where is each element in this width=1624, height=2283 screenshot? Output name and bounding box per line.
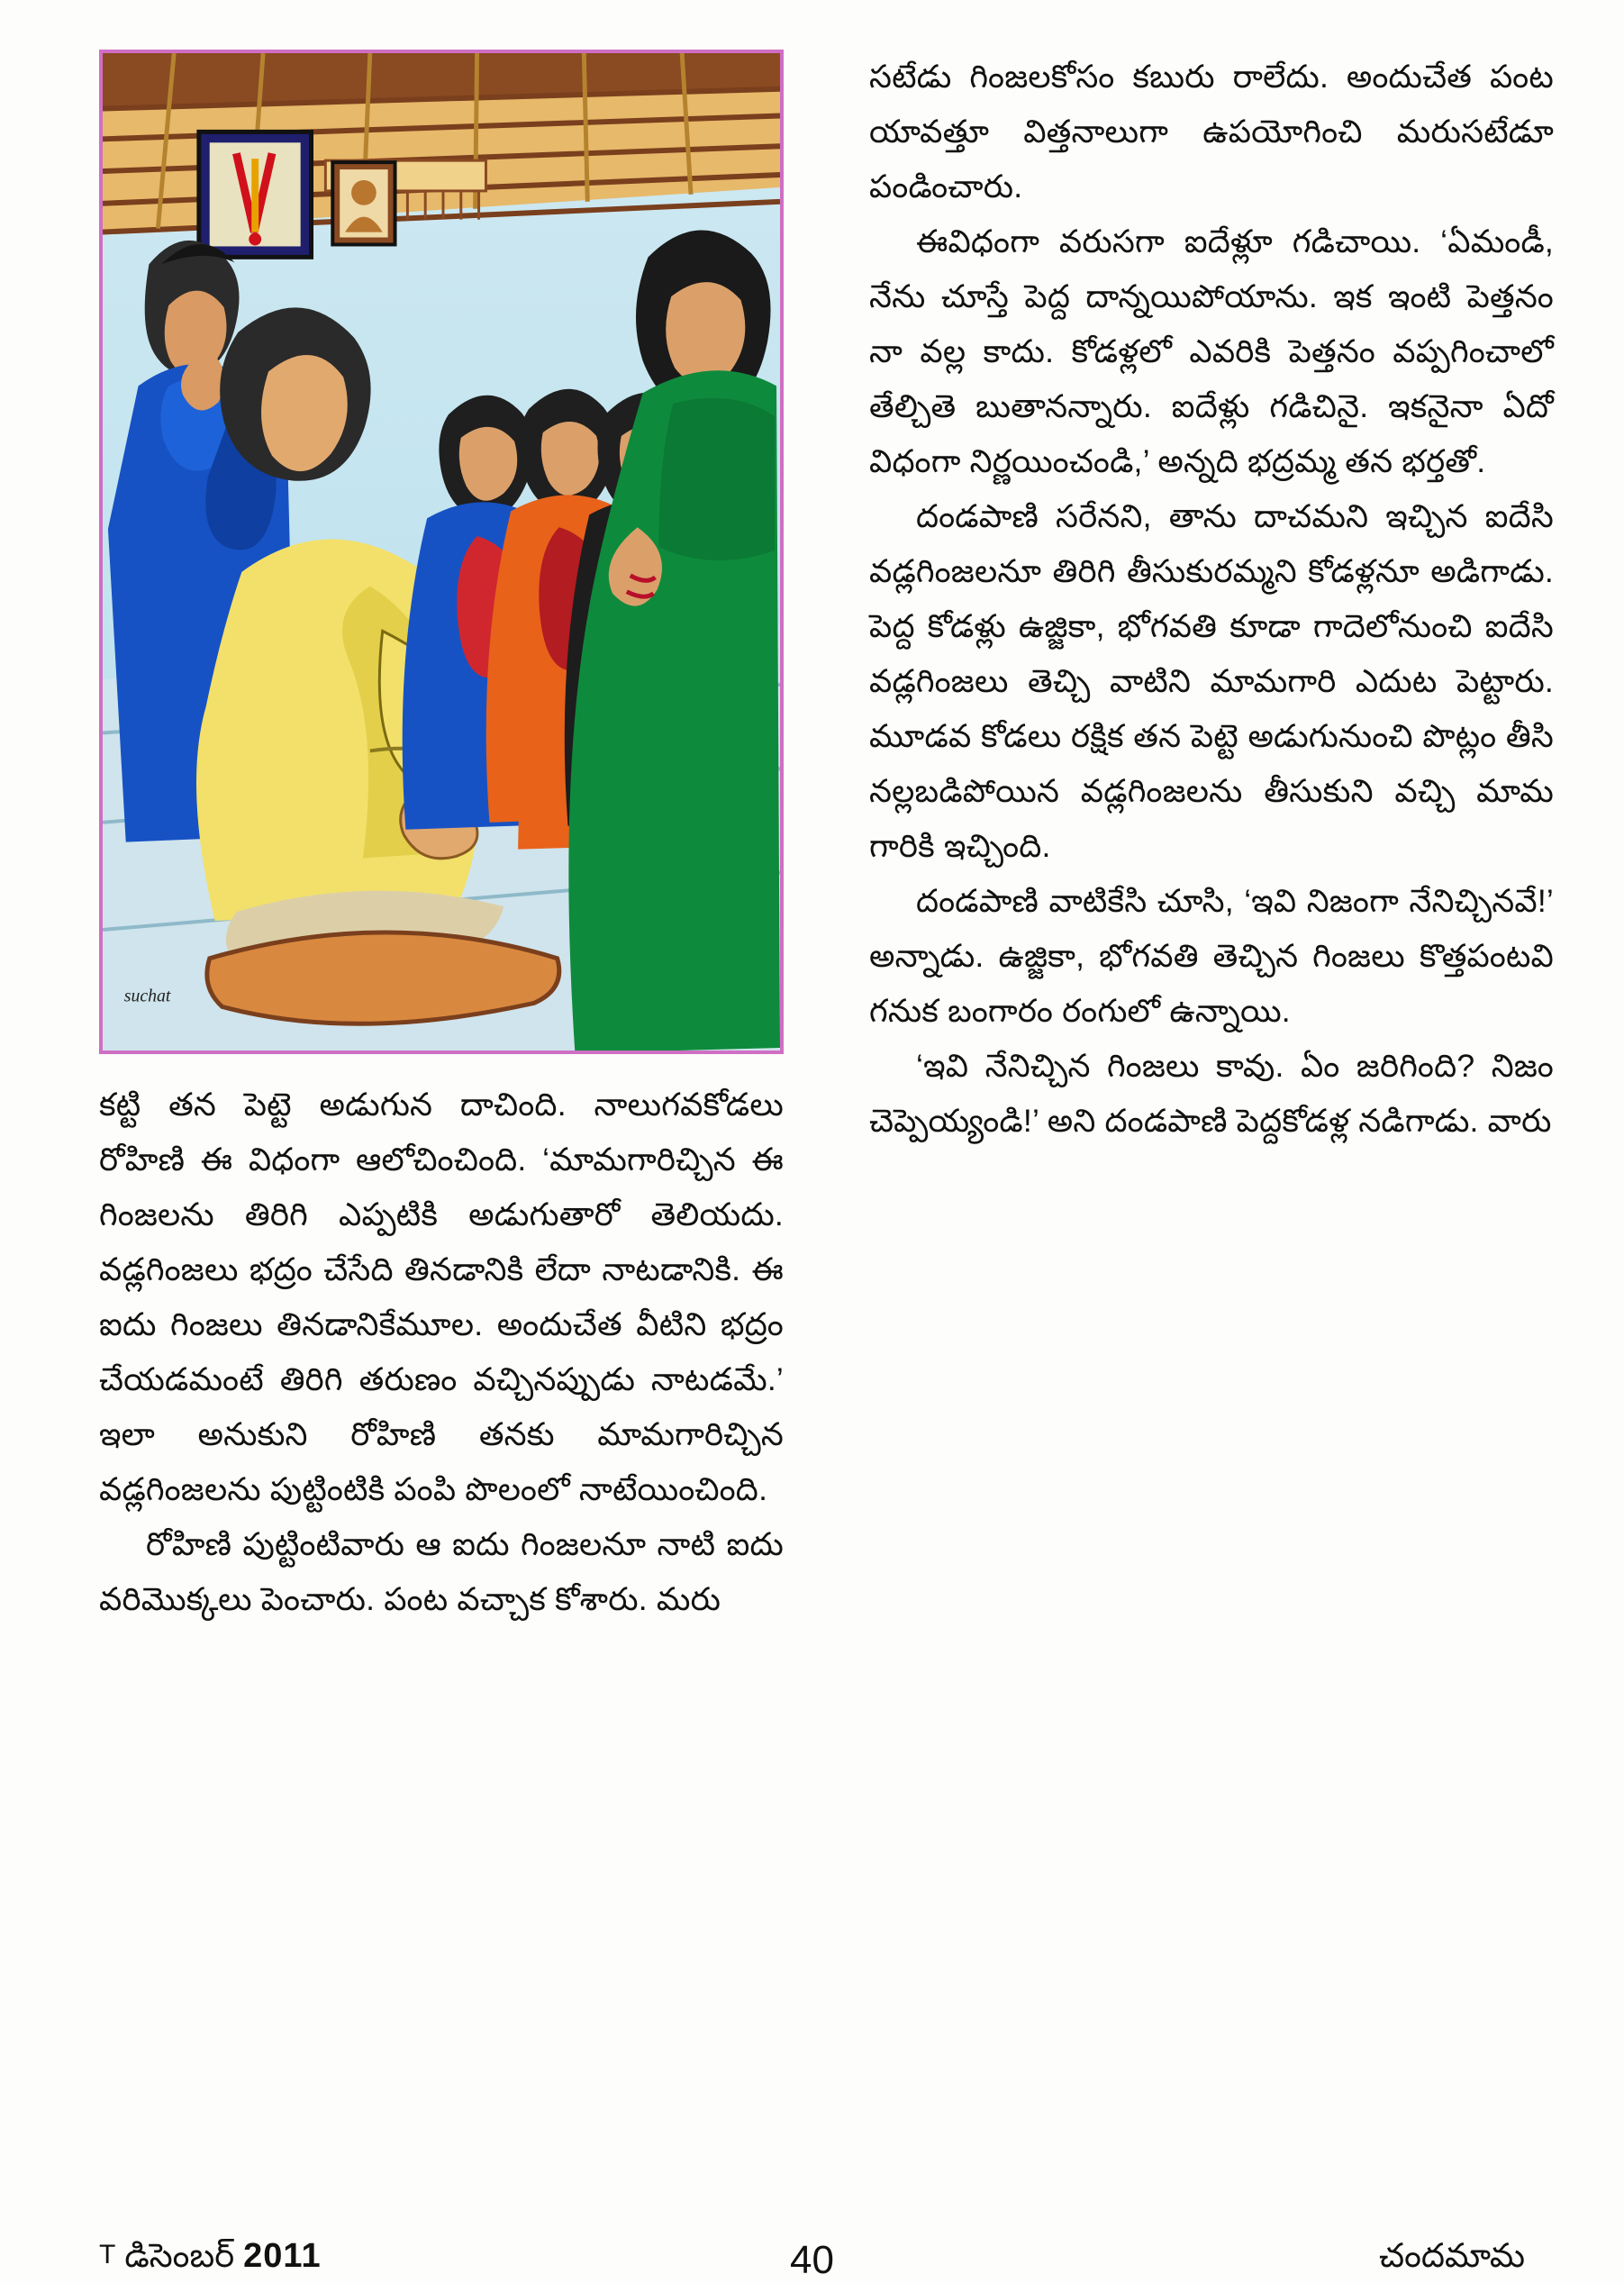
trademark-mark: T: [99, 2240, 116, 2269]
paragraph: ఈవిధంగా వరుసగా ఐదేళ్లూ గడిచాయి. ‘ఏమండీ, నేను చూస్తే పెద్ద దాన్నయిపోయాను. ఇక ఇంటి పెత్తనం నా వల్ల కాదు. కోడళ్లలో ఎవరికి పెత్తనం వప్పగించాలో తేల్చితె బుతానన్నారు. ఐదేళ్లు గడిచినై. ఇకనైనా ఏదో విధంగా నిర్ణయించండి,’ అన్నది భద్రమ్మ తన భర్తతో.: [869, 223, 1554, 479]
page-columns: [99, 50, 1554, 2149]
illustration-figure: [99, 50, 784, 1054]
right-column: [869, 50, 1554, 1149]
wall-picture-large: [199, 132, 312, 257]
paragraph: దండపాణి సరేనని, తాను దాచమని ఇచ్చిన ఐదేసి వడ్లగింజలనూ తిరిగి తీసుకురమ్మని కోడళ్లనూ అడిగాడు. పెద్ద కోడళ్లు ఉజ్జికా, భోగవతి కూడా గాదెలోనుంచి ఐదేసి వడ్లగింజలు తెచ్చి వాటిని మామగారి ఎదుట పెట్టారు. మూడవ కోడలు రక్షిక తన పెట్టె అడుగునుంచి పొట్లం తీసి నల్లబడిపోయిన వడ్లగింజలను తీసుకుని వచ్చి మామ గారికి ఇచ్చింది.: [869, 498, 1554, 864]
paragraph: దండపాణి వాటికేసి చూసి, ‘ఇవి నిజంగా నేనిచ్చినవే!’ అన్నాడు. ఉజ్జికా, భోగవతి తెచ్చిన గింజలు కొత్తపంటవి గనుక బంగారం రంగులో ఉన్నాయి.: [869, 883, 1554, 1029]
page-number: 40: [790, 2238, 834, 2282]
magazine-name: చందమామ: [1378, 2237, 1525, 2274]
left-column-text: [99, 1078, 784, 1627]
issue-year: 2011: [243, 2237, 322, 2275]
illustration-image: [99, 50, 784, 1054]
footer-issue-date: [99, 2237, 322, 2283]
right-column-text: [869, 50, 1554, 1149]
paragraph: ‘ఇవి నేనిచ్చిన గింజలు కావు. ఏం జరిగింది? నిజం చెప్పెయ్యండి!’ అని దండపాణి పెద్దకోడళ్ల నడిగాడు. వారు: [869, 1048, 1554, 1139]
wall-picture-small: [332, 162, 395, 244]
paragraph: రోహిణి పుట్టింటివారు ఆ ఐదు గింజలనూ నాటి ఐదు వరిమొక్కలు పెంచారు. పంట వచ్చాక కోశారు. మరు: [99, 1526, 784, 1617]
svg-text:suchat: suchat: [123, 986, 171, 1006]
paragraph: కట్టి తన పెట్టె అడుగున దాచింది. నాలుగవకోడలు రోహిణి ఈ విధంగా ఆలోచించింది. ‘మామగారిచ్చిన ఈ గింజలను తిరిగి ఎప్పటికి అడుగుతారో తెలియదు. వడ్లగింజలు భద్రం చేసేది తినడానికి లేదా నాటడానికి. ఈ ఐదు గింజలు తినడానికేమూల. అందుచేత వీటిని భద్రం చేయడమంటే తిరిగి తరుణం వచ్చినప్పుడు నాటడమే.’ ఇలా అనుకుని రోహిణి తనకు మామగారిచ్చిన వడ్లగింజలను పుట్టింటికి పంపి పొలంలో నాటేయించింది.: [99, 1087, 784, 1507]
issue-month: డిసెంబర్: [124, 2237, 235, 2274]
illustration-svg: [103, 53, 780, 1051]
left-column: [99, 50, 784, 1627]
paragraph: సటేడు గింజలకోసం కబురు రాలేదు. అందుచేత పంట యావత్తూ విత్తనాలుగా ఉపయోగించి మరుసటేడూ పండించారు.: [869, 59, 1554, 205]
